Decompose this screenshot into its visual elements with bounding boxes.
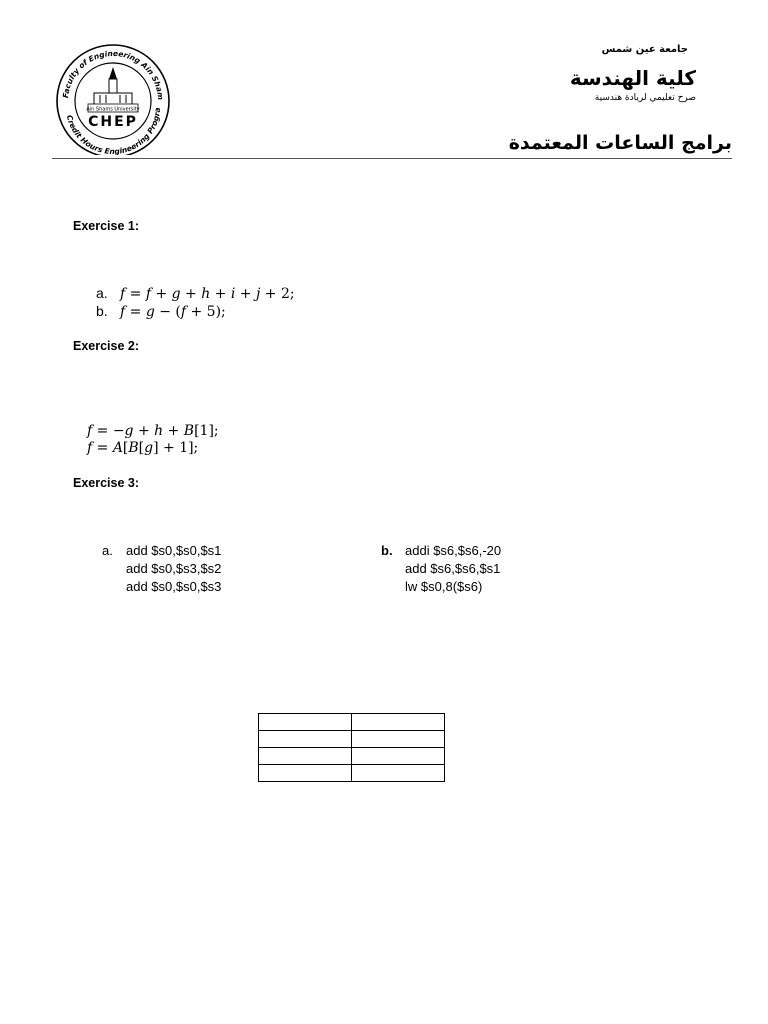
item-label: b.: [96, 303, 108, 319]
exercise-1-item-b: [96, 303, 226, 320]
exercise-3-part-a: [102, 542, 221, 596]
math-expression: 𝑓 = 𝑓 + 𝑔 + ℎ + 𝑖 + 𝑗 + 2;: [120, 286, 295, 302]
instruction-line: lw $s0,8($s6): [405, 579, 483, 594]
faculty-name: كلية الهندسة: [569, 66, 696, 90]
faculty-seal-logo: [52, 43, 174, 155]
table-row: [259, 714, 445, 731]
programs-title: برامج الساعات المعتمدة: [508, 132, 732, 154]
item-label: a.: [96, 285, 108, 301]
exercise-3-title: Exercise 3:: [73, 476, 140, 490]
table-cell: [352, 765, 445, 782]
instruction-line: add $s0,$s3,$s2: [126, 561, 222, 576]
exercise-2-line-2: 𝑓 = 𝐴[𝐵[𝑔] + 1];: [87, 440, 199, 456]
exercise-1-title: Exercise 1:: [73, 219, 140, 233]
table-cell: [352, 731, 445, 748]
table-row: [259, 748, 445, 765]
instruction-line: add $s0,$s0,$s3: [126, 579, 222, 594]
seal-ring-text-bottom: Credit Hours Engineering Progra: [64, 107, 163, 155]
instruction-line: add $s0,$s0,$s1: [126, 543, 222, 558]
table-cell: [259, 731, 352, 748]
part-label: a.: [102, 543, 113, 558]
table-cell: [259, 748, 352, 765]
exercise-3-part-b: [381, 542, 501, 596]
part-label: b.: [381, 543, 393, 558]
instruction-line: add $s6,$s6,$s1: [405, 561, 501, 576]
header-divider: [52, 158, 732, 159]
seal-acronym: CHEP: [88, 114, 138, 130]
exercise-1-item-a: [96, 285, 295, 302]
table-cell: [259, 714, 352, 731]
instruction-line: addi $s6,$s6,-20: [405, 543, 502, 558]
exercise-2-title: Exercise 2:: [73, 339, 140, 353]
exercise-2-line-1: 𝑓 = −𝑔 + ℎ + 𝐵[1];: [87, 423, 219, 439]
table-row: [259, 765, 445, 782]
seal-banner-text: Ain Shams University: [86, 106, 140, 113]
table-cell: [259, 765, 352, 782]
faculty-slogan: صرح تعليمي لريادة هندسية: [594, 93, 696, 103]
university-name: جامعة عين شمس: [601, 44, 688, 55]
math-expression: 𝑓 = 𝑔 − (𝑓 + 5);: [120, 304, 226, 320]
table-cell: [352, 714, 445, 731]
seal-ring-text-top: Faculty of Engineering Ain Sham: [61, 48, 166, 101]
empty-answer-table: [258, 713, 445, 782]
table-cell: [352, 748, 445, 765]
table-row: [259, 731, 445, 748]
